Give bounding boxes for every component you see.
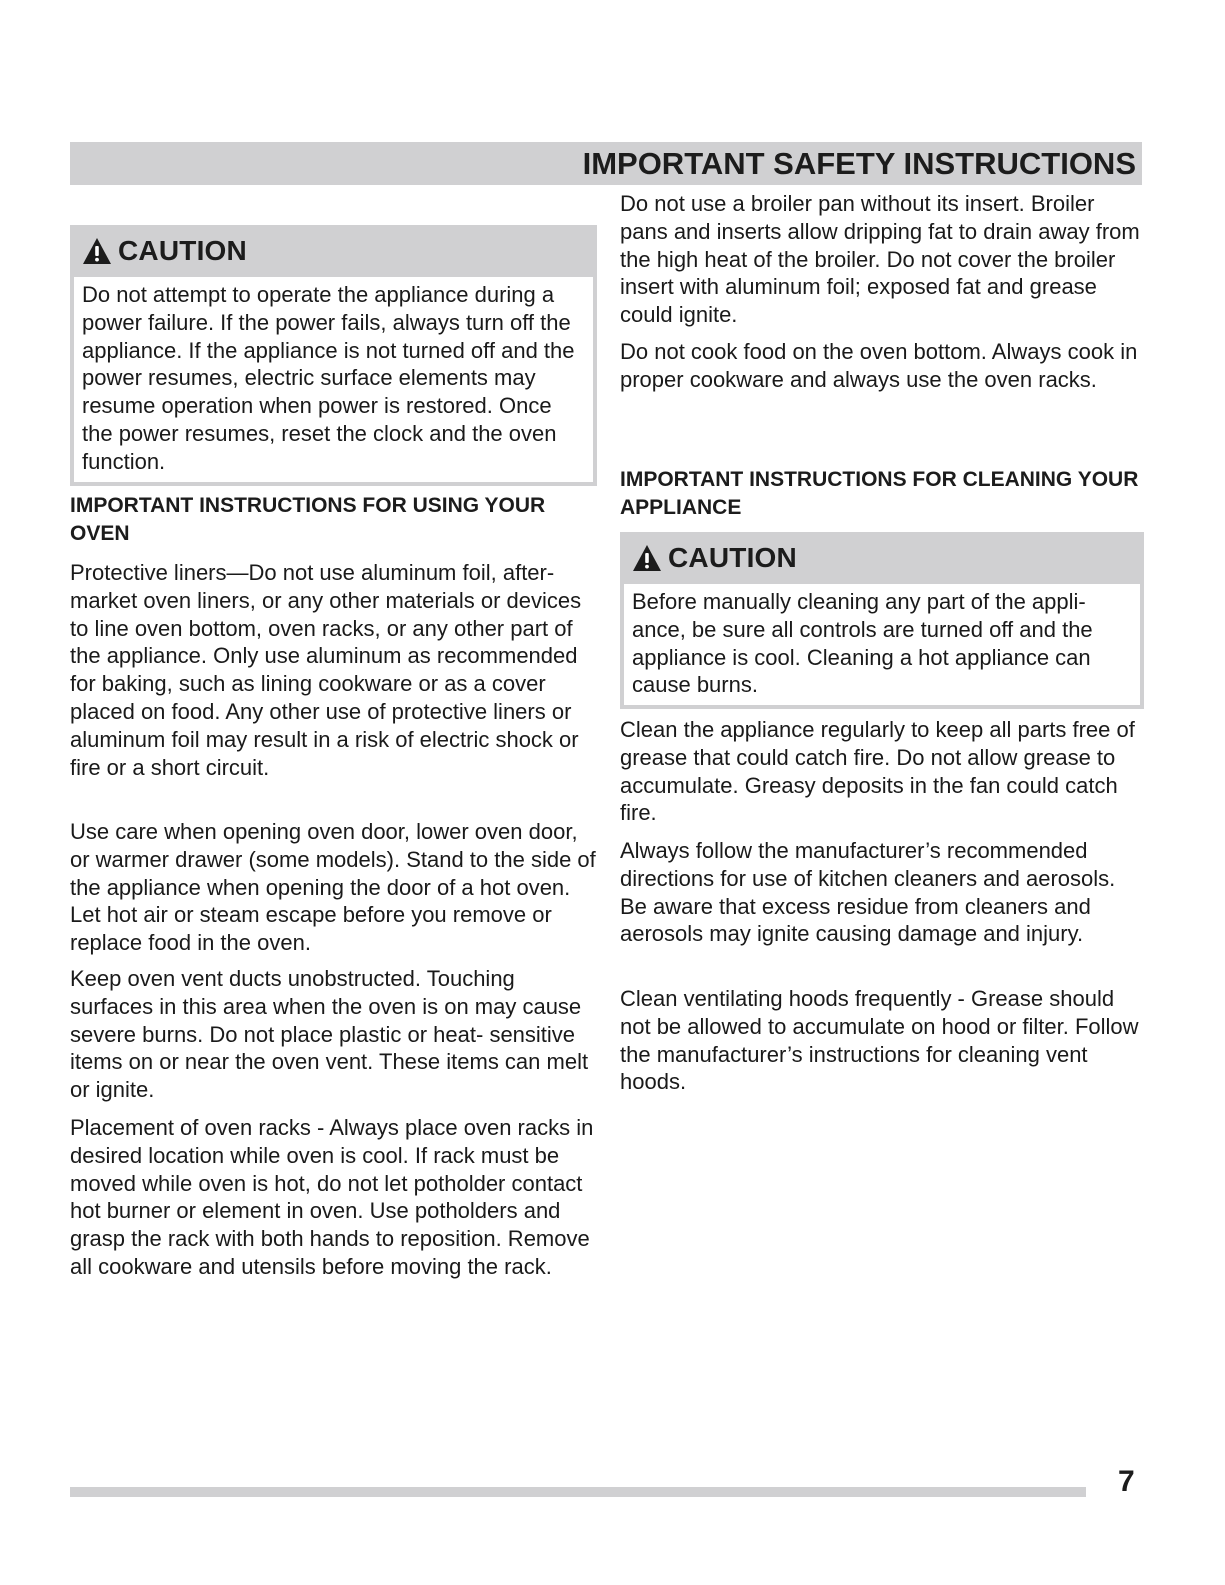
warning-triangle-icon: [82, 237, 112, 265]
caution-header: [620, 532, 1144, 584]
paragraph-oven-vent: Keep oven vent ducts unobstructed. Touching surfaces in this area when the oven is on may cause severe burns. Do not place plastic or heat- sensitive items on or near the oven vent. These items can melt or ignite.: [70, 966, 589, 1103]
page-number: 7: [1118, 1465, 1135, 1498]
caution-text: Before manually cleaning any part of the appli- ance, be sure all controls are turned off and the appliance is cool. Cleaning a hot appliance can cause burns.: [624, 584, 1140, 705]
paragraph-protective-liners: Protective liners—Do not use aluminum foil, after- market oven liners, or any other materials or devices to line oven bottom, oven racks, or any other part of the appliance. Only use aluminum as recommended for baking, such as lining cookware or as a cover placed on food. Any other use of protective liners or aluminum foil may result in a risk of electric shock or fire or a short circuit.: [70, 560, 582, 780]
paragraph-clean-regularly: Clean the appliance regularly to keep all parts free of grease that could catch fire. Do not allow grease to accumulate. Greasy deposits in the fan could catch fire.: [620, 717, 1135, 826]
caution-header: [70, 225, 597, 277]
page-title: IMPORTANT SAFETY INSTRUCTIONS: [582, 146, 1136, 181]
section-heading-using-oven: IMPORTANT INSTRUCTIONS FOR USING YOUR OVEN: [70, 494, 546, 545]
paragraph-kitchen-cleaners: Always follow the manufacturer’s recommended directions for use of kitchen cleaners and aerosols. Be aware that excess residue from cleaners and aerosols may ignite causing damage and injury.: [620, 838, 1116, 947]
header-band: [70, 142, 1142, 185]
paragraph-broiler-pan: Do not use a broiler pan without its insert. Broiler pans and inserts allow dripping fat to drain away from the high heat of the broiler. Do not cover the broiler insert with aluminum foil; exposed fat and grease could ignite.: [620, 191, 1140, 328]
paragraph-oven-racks: Placement of oven racks - Always place oven racks in desired location while oven is cool. If rack must be moved while oven is hot, do not let potholder contact hot burner or element in oven. Use potholders and grasp the rack with both hands to reposition. Remove all cookware and utensils before moving the rack.: [70, 1115, 594, 1279]
paragraph-oven-bottom: Do not cook food on the oven bottom. Always cook in proper cookware and always use the oven racks.: [620, 339, 1138, 392]
footer-band: [70, 1487, 1086, 1497]
section-heading-cleaning: IMPORTANT INSTRUCTIONS FOR CLEANING YOUR APPLIANCE: [620, 468, 1139, 519]
caution-text: Do not attempt to operate the appliance during a power failure. If the power fails, always turn off the appliance. If the appliance is not turned off and the power resumes, electric surface elements may resume operation when power is restored. Once the power resumes, reset the clock and the oven function.: [74, 277, 593, 482]
caution-box-cleaning: [620, 532, 1144, 709]
caution-label: CAUTION: [118, 235, 247, 266]
warning-triangle-icon: [632, 544, 662, 572]
caution-label: CAUTION: [668, 542, 797, 573]
paragraph-oven-door: Use care when opening oven door, lower oven door, or warmer drawer (some models). Stand to the side of the appliance when opening the door of a hot oven. Let hot air or steam escape before you remove or replace food in the oven.: [70, 819, 596, 956]
caution-box-power-failure: [70, 225, 597, 486]
paragraph-vent-hoods: Clean ventilating hoods frequently - Grease should not be allowed to accumulate on hood or filter. Follow the manufacturer’s instructions for cleaning vent hoods.: [620, 986, 1139, 1095]
